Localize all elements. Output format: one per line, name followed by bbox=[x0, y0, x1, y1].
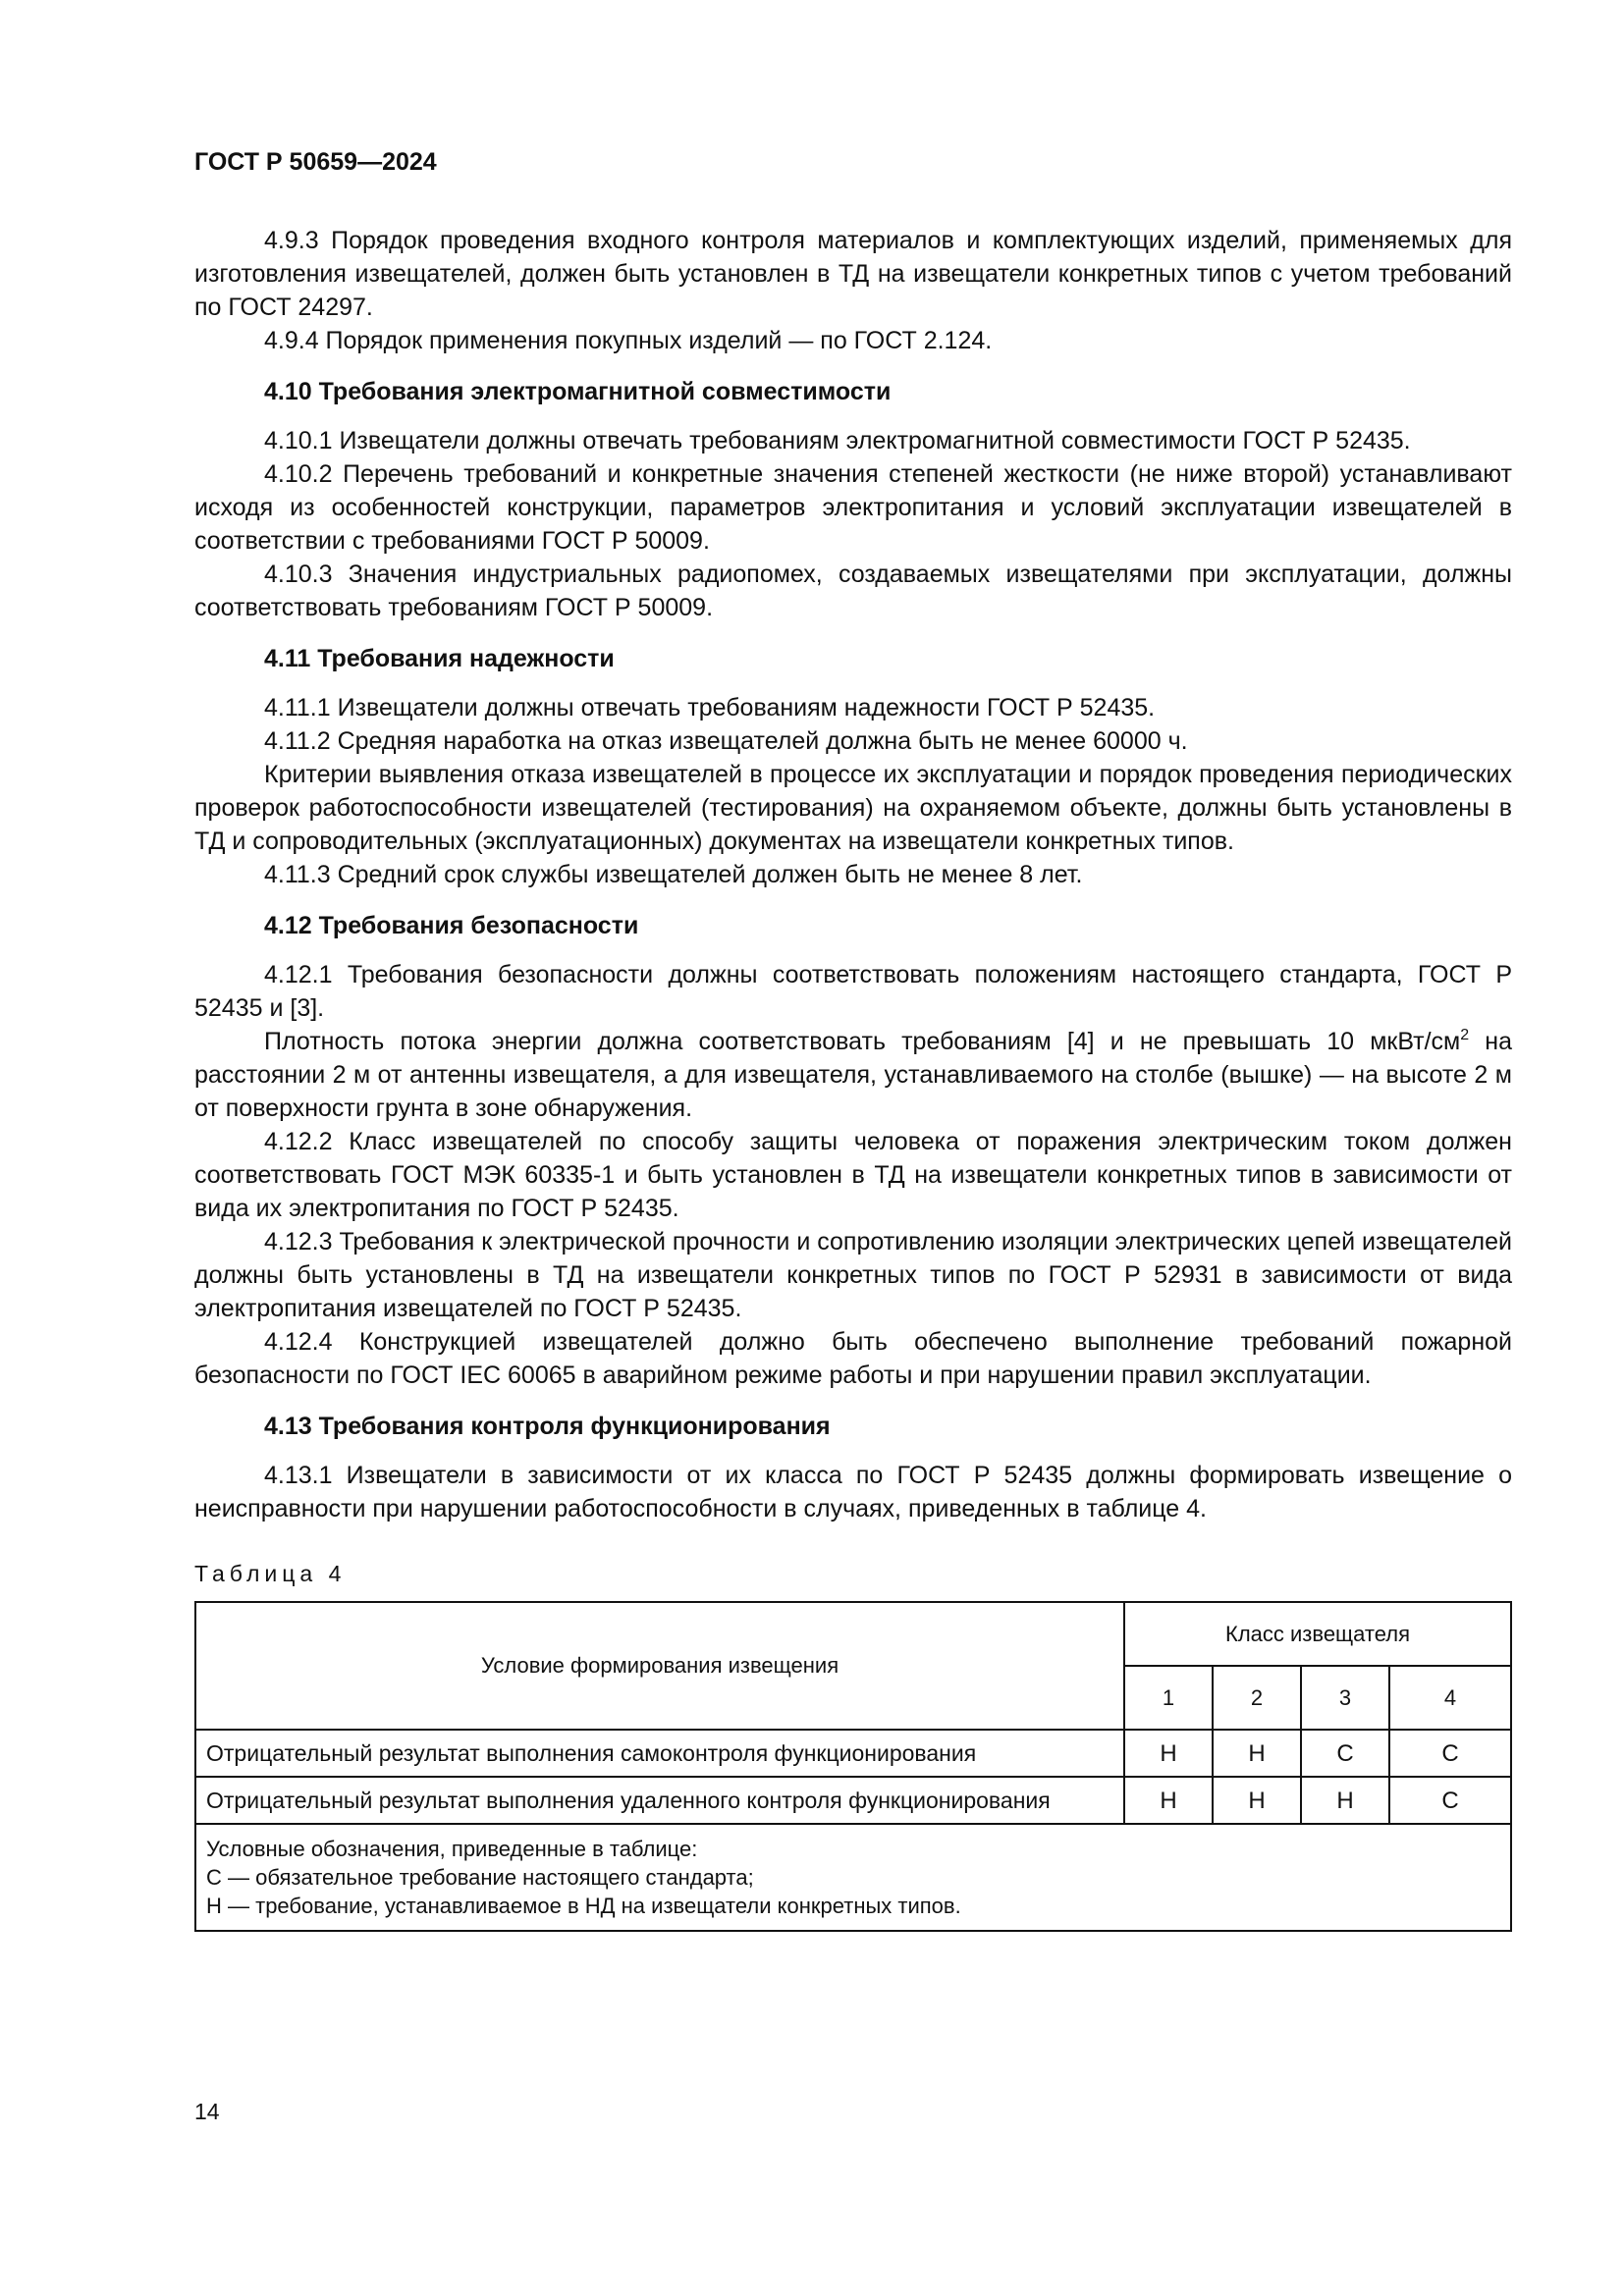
paragraph-4-11-3: 4.11.3 Средний срок службы извещателей должен быть не менее 8 лет. bbox=[264, 861, 1083, 888]
header-condition: Условие формирования извещения bbox=[195, 1602, 1124, 1730]
document-header: ГОСТ Р 50659—2024 bbox=[194, 148, 437, 176]
row-value: Н bbox=[1301, 1777, 1389, 1824]
class-number: 3 bbox=[1301, 1666, 1389, 1730]
section-heading-4-10: 4.10 Требования электромагнитной совместимости bbox=[264, 378, 892, 405]
row-value: С bbox=[1389, 1730, 1511, 1777]
row-value: Н bbox=[1124, 1730, 1213, 1777]
paragraph-4-10-2: 4.10.2 Перечень требований и конкретные значения степеней жесткости (не ниже второй) устанавливают исходя из особенностей конструкции, параметров электропитания и условий эксплуатации извещателей в соответствии с требованиями ГОСТ Р 50009. bbox=[194, 460, 1512, 555]
row-value: Н bbox=[1124, 1777, 1213, 1824]
paragraph-4-12-1: 4.12.1 Требования безопасности должны соответствовать положениям настоящего стандарта, ГОСТ Р 52435 и [3]. bbox=[194, 961, 1512, 1022]
row-condition: Отрицательный результат выполнения самоконтроля функционирования bbox=[195, 1730, 1124, 1777]
paragraph-4-12-1-energy bbox=[194, 1025, 1512, 1125]
paragraph-4-12-4: 4.12.4 Конструкцией извещателей должно быть обеспечено выполнение требований пожарной безопасности по ГОСТ IEC 60065 в аварийном режиме работы и при нарушении правил эксплуатации. bbox=[194, 1328, 1512, 1389]
row-value: Н bbox=[1213, 1730, 1301, 1777]
page-number: 14 bbox=[194, 2099, 220, 2124]
paragraph-4-10-1: 4.10.1 Извещатели должны отвечать требованиям электромагнитной совместимости ГОСТ Р 52435. bbox=[264, 427, 1411, 454]
table-caption: Таблица 4 bbox=[194, 1561, 347, 1586]
row-value: С bbox=[1389, 1777, 1511, 1824]
row-condition: Отрицательный результат выполнения удаленного контроля функционирования bbox=[195, 1777, 1124, 1824]
header-class: Класс извещателя bbox=[1124, 1602, 1511, 1666]
energy-text-post: на расстоянии 2 м от антенны извещателя, а для извещателя, устанавливаемого на столбе (вышке) — на высоте 2 м от поверхности грунта в зоне обнаружения. bbox=[194, 1028, 1512, 1122]
document-page bbox=[194, 147, 1512, 1932]
paragraph-4-12-3: 4.12.3 Требования к электрической прочности и сопротивлению изоляции электрических цепей извещателей должны быть установлены в ТД на извещатели конкретных типов по ГОСТ Р 52931 в зависимости от вида электропитания извещателей по ГОСТ Р 52435. bbox=[194, 1228, 1512, 1322]
notes-c: С — обязательное требование настоящего стандарта; bbox=[206, 1865, 754, 1890]
table-4 bbox=[194, 1601, 1512, 1932]
paragraph-4-9-3: 4.9.3 Порядок проведения входного контроля материалов и комплектующих изделий, применяемых для изготовления извещателей, должен быть установлен в ТД на извещатели конкретных типов с учетом требований по ГОСТ 24297. bbox=[194, 227, 1512, 321]
notes-title: Условные обозначения, приведенные в таблице: bbox=[206, 1837, 698, 1861]
superscript-2: 2 bbox=[1460, 1027, 1470, 1043]
row-value: Н bbox=[1213, 1777, 1301, 1824]
notes-n: Н — требование, устанавливаемое в НД на извещатели конкретных типов. bbox=[206, 1894, 961, 1918]
class-number: 2 bbox=[1213, 1666, 1301, 1730]
energy-text-pre: Плотность потока энергии должна соответствовать требованиям [4] и не превышать 10 мкВт/см bbox=[264, 1028, 1461, 1055]
class-number: 1 bbox=[1124, 1666, 1213, 1730]
section-heading-4-12: 4.12 Требования безопасности bbox=[264, 912, 639, 939]
class-number: 4 bbox=[1389, 1666, 1511, 1730]
paragraph-4-9-4: 4.9.4 Порядок применения покупных изделий — по ГОСТ 2.124. bbox=[264, 327, 993, 354]
paragraph-4-13-1: 4.13.1 Извещатели в зависимости от их класса по ГОСТ Р 52435 должны формировать извещение о неисправности при нарушении работоспособности в случаях, приведенных в таблице 4. bbox=[194, 1462, 1512, 1522]
table-row bbox=[195, 1730, 1511, 1777]
table-notes bbox=[195, 1824, 1511, 1931]
paragraph-4-11-2: 4.11.2 Средняя наработка на отказ извещателей должна быть не менее 60000 ч. bbox=[264, 727, 1188, 755]
paragraph-4-10-3: 4.10.3 Значения индустриальных радиопомех, создаваемых извещателями при эксплуатации, должны соответствовать требованиям ГОСТ Р 50009. bbox=[194, 561, 1512, 621]
table-row bbox=[195, 1777, 1511, 1824]
paragraph-4-12-2: 4.12.2 Класс извещателей по способу защиты человека от поражения электрическим током должен соответствовать ГОСТ МЭК 60335-1 и быть установлен в ТД на извещатели конкретных типов в зависимости от вида их электропитания по ГОСТ Р 52435. bbox=[194, 1128, 1512, 1222]
paragraph-4-11-1: 4.11.1 Извещатели должны отвечать требованиям надежности ГОСТ Р 52435. bbox=[264, 694, 1156, 721]
paragraph-4-11-2-criteria: Критерии выявления отказа извещателей в процессе их эксплуатации и порядок проведения периодических проверок работоспособности извещателей (тестирования) на охраняемом объекте, должны быть установлены в ТД и сопроводительных (эксплуатационных) документах на извещатели конкретных типов. bbox=[194, 761, 1512, 855]
section-heading-4-11: 4.11 Требования надежности bbox=[264, 645, 615, 672]
table-header-row bbox=[195, 1602, 1511, 1666]
table-notes-row bbox=[195, 1824, 1511, 1931]
section-heading-4-13: 4.13 Требования контроля функционирования bbox=[264, 1413, 831, 1440]
row-value: С bbox=[1301, 1730, 1389, 1777]
